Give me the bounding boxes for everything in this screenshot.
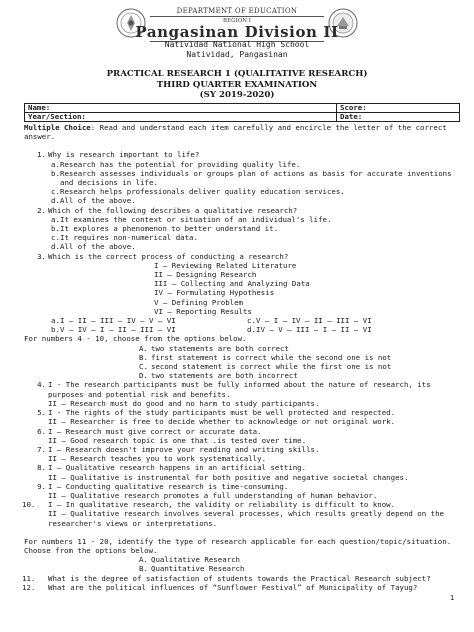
statement-ii: II – Qualitative research involves several processes, which results greatly depend on the researcher's views or interpretations.: [48, 509, 445, 528]
option-d[interactable]: [51, 196, 462, 205]
question-number: 1.: [37, 150, 46, 160]
option-b[interactable]: [51, 325, 247, 334]
division-name: Pangasinan Division II: [135, 23, 339, 41]
department-name: DEPARTMENT OF EDUCATION: [176, 7, 298, 15]
exam-title: PRACTICAL RESEARCH 1 (QUALITATIVE RESEARCH): [106, 69, 368, 79]
option-text: Research helps professionals deliver quality education services.: [60, 187, 345, 197]
question-10: [24, 500, 462, 509]
statement-ii: II – Research teaches you to work systematically.: [48, 454, 267, 464]
statement-i: I – Qualitative research happens in an artificial setting.: [48, 463, 307, 473]
option-letter: c.: [247, 316, 256, 326]
question-number: 10.: [22, 500, 36, 510]
options-column-left: [51, 316, 247, 334]
school-year: (SY 2019-2020): [199, 90, 275, 100]
question-6: [24, 427, 462, 436]
option-letter: c.: [51, 187, 60, 197]
question-number: 11.: [22, 573, 36, 583]
option-text: All of the above.: [60, 242, 136, 252]
question-2-options: [24, 215, 462, 252]
statement-i: I - The research participants must be fully informed about the nature of research, its purposes and potential risk and benefits.: [48, 380, 431, 399]
choice-text: Quantitative Research: [151, 564, 245, 574]
question-11: [24, 574, 462, 583]
option-text: All of the above.: [60, 196, 136, 206]
question-4: [24, 380, 462, 398]
statement-i: I – In qualitative research, the validity or reliability is difficult to know.: [48, 500, 396, 510]
option-a[interactable]: [51, 316, 247, 325]
header-rule: [150, 16, 324, 17]
question-number: 5.: [37, 408, 46, 418]
instructions-text: : Read and understand each item carefully and encircle the letter of the correct answer.: [24, 123, 447, 142]
question-text: What is the degree of satisfaction of students towards the Practical Research subject?: [48, 573, 431, 583]
question-1-options: [24, 160, 462, 206]
page-number: 1: [450, 594, 455, 602]
set-2-choices: [24, 555, 462, 573]
options-column-right: [247, 316, 443, 334]
option-text: V – I – IV – II – III – VI: [256, 316, 372, 326]
option-text: Research has the potential for providing quality life.: [60, 159, 301, 169]
statement-i: I – Research must give correct or accurate data.: [48, 426, 262, 436]
choice-b: [139, 353, 462, 362]
option-letter: c.: [51, 233, 60, 243]
option-d[interactable]: [247, 325, 443, 334]
option-letter: a.: [51, 159, 60, 169]
statement-ii: II – Researcher is free to decide whether to acknowledge or not original work.: [48, 417, 396, 427]
question-5: [24, 408, 462, 417]
question-number: 6.: [37, 426, 46, 436]
question-3-options: [24, 316, 462, 334]
option-a[interactable]: [51, 215, 462, 224]
choice-a: [139, 344, 462, 353]
question-number: 8.: [37, 463, 46, 473]
choice-a: [139, 555, 462, 564]
option-a[interactable]: [51, 160, 462, 169]
statement-ii: II – Research must do good and no harm to study participants.: [48, 398, 320, 408]
option-letter: d.: [51, 196, 60, 206]
exam-title-block: [0, 69, 474, 101]
score-field[interactable]: Score:: [337, 104, 460, 113]
set-1-choices: [24, 344, 462, 381]
option-text: It explores a phenomenon to better understand it.: [60, 224, 279, 234]
statement-i: I – Research doesn't improve your reading and writing skills.: [48, 444, 320, 454]
question-7: [24, 445, 462, 454]
spacer: [24, 141, 462, 150]
option-c[interactable]: [51, 187, 462, 196]
exam-body: [24, 123, 462, 592]
option-b[interactable]: [51, 224, 462, 233]
choice-text: Qualitative Research: [151, 555, 240, 565]
date-field[interactable]: Date:: [337, 113, 460, 122]
student-info-table: [24, 103, 460, 122]
option-letter: b.: [51, 224, 60, 234]
option-text: V – IV – I – II – III – VI: [60, 325, 176, 335]
choice-letter: D.: [139, 371, 148, 381]
option-text: Research assesses individuals or groups plan of actions as basis for accurate inventions and decisions in life.: [60, 168, 452, 188]
option-letter: d.: [51, 242, 60, 252]
question-text: Which is the correct process of conducting a research?: [48, 251, 289, 261]
question-8: [24, 463, 462, 472]
option-d[interactable]: [51, 242, 462, 251]
question-number: 9.: [37, 481, 46, 491]
statement-ii: II – Qualitative research promotes a full understanding of human behavior.: [48, 490, 378, 500]
name-field[interactable]: Name:: [25, 104, 337, 113]
school-address: Natividad, Pangasinan: [186, 50, 288, 59]
option-c[interactable]: [51, 233, 462, 242]
option-letter: b.: [51, 168, 60, 178]
statement-ii: II – Qualitative is instrumental for both positive and negative societal changes.: [48, 472, 409, 482]
statement-ii: II – Good research topic is one that .is tested over time.: [48, 435, 307, 445]
research-step: II – Designing Research: [154, 270, 257, 280]
choice-letter: A.: [139, 555, 148, 565]
instructions: [24, 123, 462, 141]
choice-text: two statements are both correct: [151, 343, 289, 353]
question-number: 2.: [37, 205, 46, 215]
research-step: IV – Formulating Hypothesis: [154, 288, 275, 298]
instructions-label: Multiple Choice: [24, 123, 91, 132]
option-text: IV – V – III – I – II – VI: [256, 325, 372, 335]
choice-text: first statement is correct while the second one is not: [151, 352, 392, 362]
option-letter: a.: [51, 316, 60, 326]
question-3: [24, 252, 462, 261]
research-step: I – Reviewing Related Literature: [154, 260, 297, 270]
question-text: Which of the following describes a qualitative research?: [48, 205, 298, 215]
choice-letter: B.: [139, 352, 148, 362]
choice-letter: C.: [139, 362, 148, 372]
research-step: III – Collecting and Analyzing Data: [154, 279, 310, 289]
letterhead: [0, 4, 474, 66]
set-1-instructions: For numbers 4 - 10, choose from the options below.: [24, 334, 247, 344]
question-text: Why is research important to life?: [48, 150, 200, 160]
option-text: I – II – III – IV – V – VI: [60, 316, 176, 326]
choice-b: [139, 564, 462, 573]
option-letter: a.: [51, 214, 60, 224]
question-9: [24, 482, 462, 491]
option-letter: b.: [51, 325, 60, 335]
option-b[interactable]: [51, 169, 462, 187]
choice-letter: A.: [139, 343, 148, 353]
choice-d: [139, 371, 462, 380]
statement-i: I – Conducting qualitative research is time-consuming.: [48, 481, 289, 491]
year-section-field[interactable]: Year/Section:: [25, 113, 337, 122]
choice-text: two statements are both incorrect: [151, 371, 298, 381]
research-step: VI – Reporting Results: [154, 306, 252, 316]
option-text: It examines the context or situation of an individual's life.: [60, 214, 332, 224]
school-name: Natividad National High School: [164, 40, 310, 49]
question-2: [24, 206, 462, 215]
choice-letter: B.: [139, 564, 148, 574]
option-letter: d.: [247, 325, 256, 335]
spacer: [24, 528, 462, 537]
question-1: [24, 150, 462, 159]
option-text: It requires non-numerical data.: [60, 233, 198, 243]
exam-subtitle: THIRD QUARTER EXAMINATION: [156, 79, 318, 90]
statement-i: I - The rights of the study participants must be well protected and respected.: [48, 408, 396, 418]
set-2-instructions: For numbers 11 - 20, identify the type of research applicable for each question/topic/situation. Choose from the options below.: [24, 536, 452, 555]
question-12: [24, 583, 462, 592]
question-text: What are the political influences of “Sunflower Festival” of Municipality of Tayug?: [48, 582, 418, 592]
region-name: REGION I: [223, 18, 251, 24]
choice-text: second statement is correct while the first one is not: [151, 362, 392, 372]
research-steps-list: [24, 261, 462, 316]
choice-c: [139, 362, 462, 371]
question-number: 3.: [37, 251, 46, 261]
question-number: 4.: [37, 380, 46, 390]
research-step: V – Defining Problem: [154, 297, 243, 307]
question-number: 12.: [22, 582, 36, 592]
option-c[interactable]: [247, 316, 443, 325]
question-number: 7.: [37, 444, 46, 454]
